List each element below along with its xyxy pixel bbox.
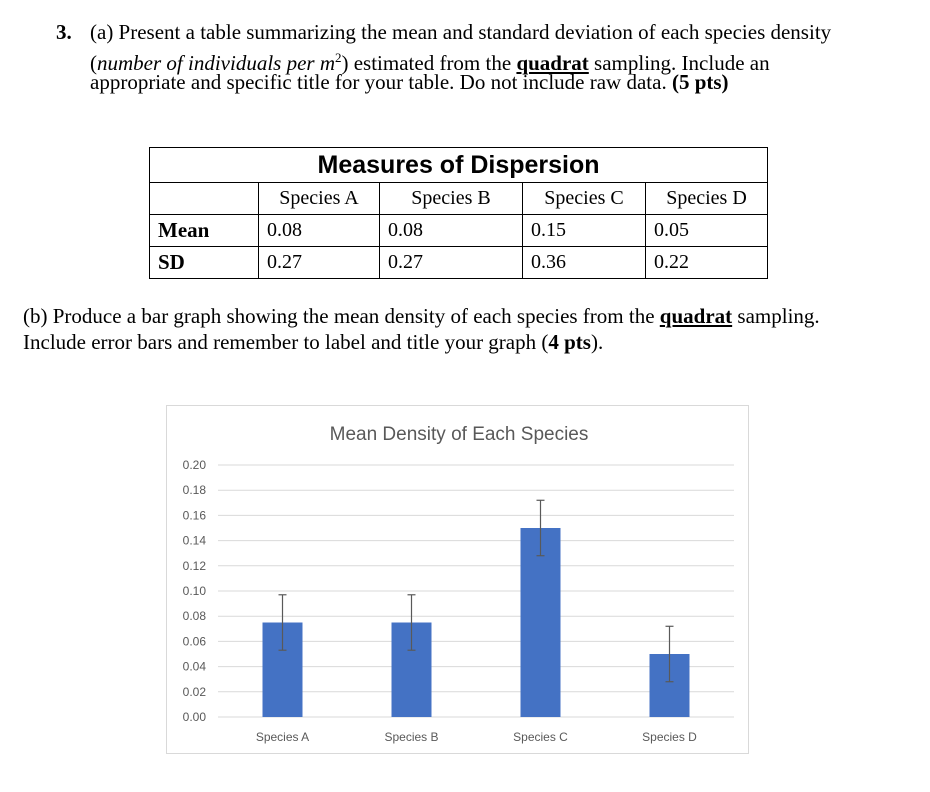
row-label-mean: Mean (150, 215, 259, 247)
part-b-line-1: (b) Produce a bar graph showing the mean density of each species from the quadrat sampling. (23, 304, 820, 328)
table-header-species-c: Species C (523, 183, 646, 215)
y-tick-label: 0.04 (182, 659, 206, 674)
quadrat-keyword-b: quadrat (659, 304, 733, 328)
part-a-line-3: appropriate and specific title for your table. Do not include raw data. (5 pts) (90, 70, 729, 94)
part-a-line-1: (a) Present a table summarizing the mean and standard deviation of each species density (90, 20, 832, 44)
table-header-species-b: Species B (380, 183, 523, 215)
mean-species-b: 0.08 (380, 215, 523, 247)
sd-species-a: 0.27 (259, 247, 380, 279)
part-a-points: (5 pts) (671, 70, 729, 94)
question-number: 3. (56, 20, 72, 44)
dispersion-table (149, 147, 768, 279)
table-header-row (150, 183, 768, 215)
unit-exponent: 2 (334, 50, 342, 65)
density-unit: number of individuals per m (97, 51, 335, 75)
table-title: Measures of Dispersion (150, 148, 768, 183)
row-label-sd: SD (150, 247, 259, 279)
x-tick-label: Species B (384, 730, 439, 744)
y-tick-label: 0.14 (182, 533, 206, 548)
y-tick-label: 0.02 (182, 684, 206, 699)
part-a-line-2: (number of individuals per $m^2$) estimated from the quadrat sampling. Include an (90, 50, 770, 75)
y-tick-label: 0.16 (182, 508, 206, 523)
bar (521, 528, 561, 717)
sd-species-d: 0.22 (646, 247, 768, 279)
part-b-line-2: Include error bars and remember to label and title your graph (4 pts). (23, 330, 604, 354)
mean-species-a: 0.08 (259, 215, 380, 247)
x-tick-label: Species A (255, 730, 310, 744)
table-row-mean (150, 215, 768, 247)
quadrat-keyword: quadrat (516, 51, 589, 75)
y-tick-label: 0.06 (182, 634, 206, 649)
sd-species-c: 0.36 (523, 247, 646, 279)
table-title-row (150, 148, 768, 183)
sd-species-b: 0.27 (380, 247, 523, 279)
table-header-species-d: Species D (646, 183, 768, 215)
table-header-species-a: Species A (259, 183, 380, 215)
x-tick-label: Species C (513, 730, 568, 744)
mean-species-c: 0.15 (523, 215, 646, 247)
x-tick-label: Species D (642, 730, 697, 744)
y-tick-label: 0.12 (182, 558, 206, 573)
table-header-corner (150, 183, 259, 215)
y-tick-label: 0.08 (182, 609, 206, 624)
y-tick-label: 0.18 (182, 483, 206, 498)
y-tick-label: 0.00 (182, 710, 206, 724)
part-b-points: 4 pts (548, 330, 591, 354)
y-tick-label: 0.10 (182, 584, 206, 598)
chart-title: Mean Density of Each Species (329, 424, 589, 445)
bar-chart (166, 405, 749, 754)
y-tick-label: 0.20 (182, 458, 206, 472)
table-row-sd (150, 247, 768, 279)
mean-species-d: 0.05 (646, 215, 768, 247)
